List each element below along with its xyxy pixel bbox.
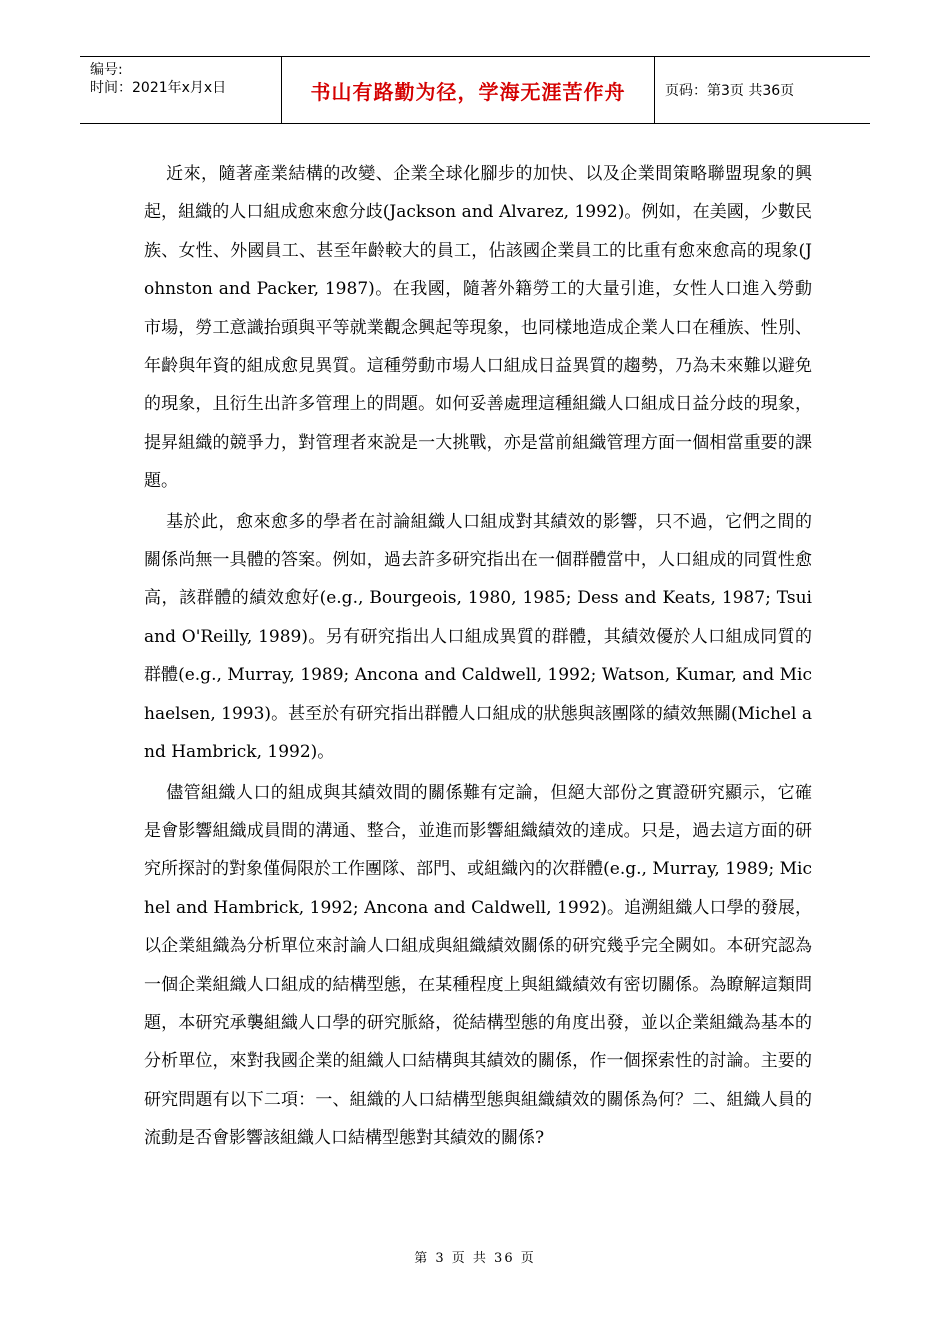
paragraph-3: 儘管組織人口的組成與其績效間的關係難有定論，但絕大部份之實證研究顯示，它確是會影響組織成員間的溝通、整合，並進而影響組織績效的達成。只是，過去這方面的研究所探討的對象僅侷限於工作團隊、部門、或組織內的次群體(e.g., Murray, 1989; Michel and Hambrick, 1992; Ancona and Caldwell, 1992)。追溯組織人口學的發展，以企業組織為分析單位來討論人口組成與組織績效關係的研究幾乎完全闕如。本研究認為一個企業組織人口組成的結構型態，在某種程度上與組織績效有密切關係。為瞭解這類問題，本研究承襲組織人口學的研究脈絡，從結構型態的角度出發，並以企業組織為基本的分析單位，來對我國企業的組織人口結構與其績效的關係，作一個探索性的討論。主要的研究問題有以下二項：一、組織的人口結構型態與組織績效的關係為何？二、組織人員的流動是否會影響該組織人口結構型態對其績效的關係?	[144, 782, 812, 1149]
page-header	[80, 56, 870, 124]
document-body	[144, 155, 812, 1160]
header-motto-cell	[281, 57, 655, 123]
document-time-label: 时间：2021年x月x日	[90, 80, 227, 96]
header-motto: 书山有路勤为径，学海无涯苦作舟	[310, 79, 626, 104]
document-number-label: 编号:	[90, 62, 123, 78]
header-page-info: 页码：第3页 共36页	[665, 83, 795, 99]
header-meta	[80, 57, 281, 123]
paragraph-1: 近來，隨著產業結構的改變、企業全球化腳步的加快、以及企業間策略聯盟現象的興起，組織的人口組成愈來愈分歧(Jackson and Alvarez, 1992)。例如，在美國，少數民族、女性、外國員工、甚至年齡較大的員工，佔該國企業員工的比重有愈來愈高的現象(Johnston and Packer, 1987)。在我國，隨著外籍勞工的大量引進，女性人口進入勞動市場，勞工意識抬頭與平等就業觀念興起等現象，也同樣地造成企業人口在種族、性別、年齡與年資的組成愈見異質。這種勞動市場人口組成日益異質的趨勢，乃為未來難以避免的現象，且衍生出許多管理上的問題。如何妥善處理這種組織人口組成日益分歧的現象，提昇組織的競爭力，對管理者來說是一大挑戰，亦是當前組織管理方面一個相當重要的課題。	[144, 164, 812, 492]
paragraph-2: 基於此，愈來愈多的學者在討論組織人口組成對其績效的影響，只不過，它們之間的關係尚無一具體的答案。例如，過去許多研究指出在一個群體當中，人口組成的同質性愈高，該群體的績效愈好(e.g., Bourgeois, 1980, 1985; Dess and Keats, 1987; Tsui and O'Reilly, 1989)。另有研究指出人口組成異質的群體，其績效優於人口組成同質的群體(e.g., Murray, 1989; Ancona and Caldwell, 1992; Watson, Kumar, and Michaelsen, 1993)。甚至於有研究指出群體人口組成的狀態與該團隊的績效無關(Michel and Hambrick, 1992)。	[144, 511, 812, 763]
page-footer: 第 3 页 共 36 页	[414, 1251, 536, 1266]
